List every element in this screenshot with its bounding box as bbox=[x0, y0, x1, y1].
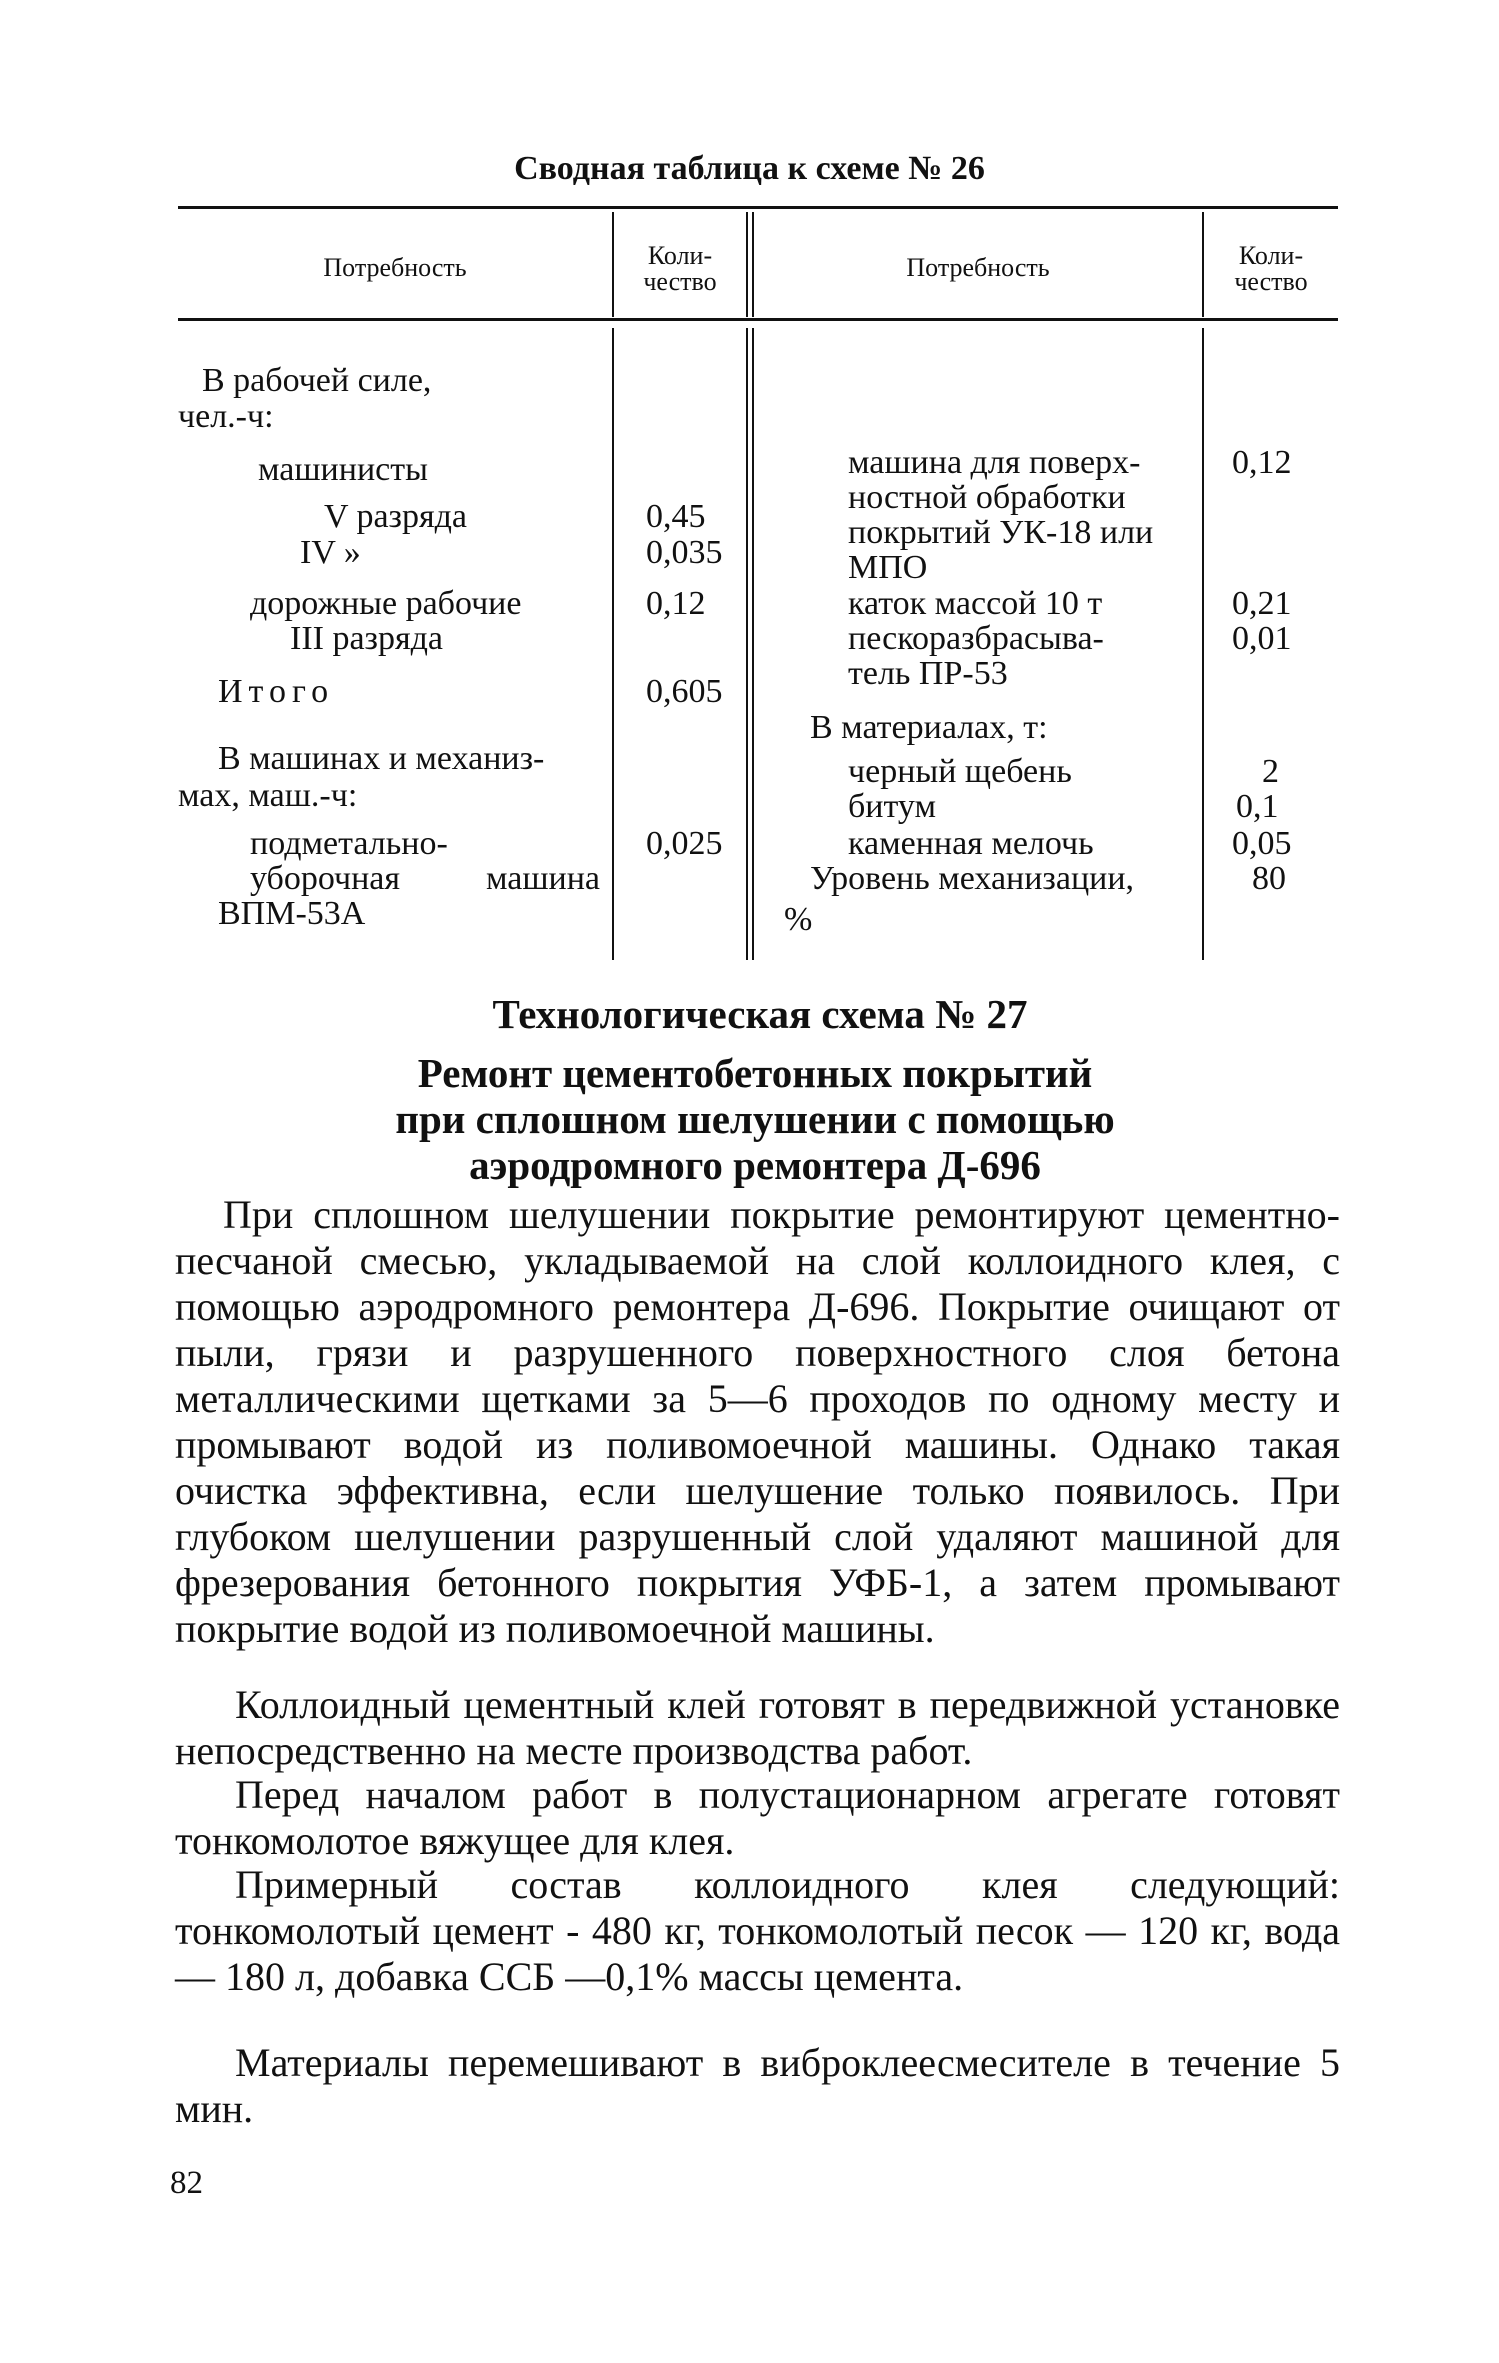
scheme-subtitle-1: Ремонт цементобетонных покрытий bbox=[417, 1050, 1093, 1096]
table-cell: машинисты bbox=[258, 451, 428, 488]
header-qty-left-2: чество bbox=[643, 267, 717, 296]
table-value: 0,605 bbox=[646, 673, 723, 710]
center-divider-d bbox=[752, 328, 754, 960]
table-cell: % bbox=[784, 901, 813, 938]
table-cell: В машинах и механиз- bbox=[218, 740, 545, 777]
column-divider-1b bbox=[612, 328, 614, 960]
table-cell: В материалах, т: bbox=[810, 709, 1048, 746]
table-value: 0,025 bbox=[646, 825, 723, 862]
table-cell: В рабочей силе, bbox=[202, 362, 432, 399]
table-value: 0,05 bbox=[1232, 825, 1292, 862]
body-paragraph: Примерный состав коллоидного клея следующий: тонкомолотый цемент - 480 кг, тонкомолотый песок — 120 кг, вода — 180 л, добавка ССБ —0,1% массы цемента. bbox=[175, 1862, 1340, 1999]
table-cell: дорожные рабочие bbox=[250, 585, 522, 622]
body-paragraph: Коллоидный цементный клей готовят в передвижной установке непосредственно на месте производства работ. bbox=[175, 1682, 1340, 1773]
page-number: 82 bbox=[170, 2165, 203, 2201]
table-cell: мах, маш.-ч: bbox=[178, 777, 358, 814]
header-qty-right-1: Коли- bbox=[1238, 241, 1304, 270]
table-cell: ВПМ-53А bbox=[218, 895, 366, 932]
table-cell: Уровень механизации, bbox=[810, 860, 1135, 897]
header-qty-right-2: чество bbox=[1234, 267, 1308, 296]
scheme-subtitle-2: при сплошном шелушении с помощью bbox=[395, 1096, 1115, 1142]
table-top-rule bbox=[178, 206, 1338, 209]
center-divider-a bbox=[746, 212, 748, 317]
header-qty-left-1: Коли- bbox=[647, 241, 713, 270]
table-cell: каток массой 10 т bbox=[848, 585, 1103, 622]
scheme-subtitle-3: аэродромного ремонтера Д-696 bbox=[469, 1142, 1041, 1188]
table-value: 0,035 bbox=[646, 534, 723, 571]
header-need-right: Потребность bbox=[906, 253, 1050, 282]
table-value: 0,12 bbox=[1232, 444, 1292, 481]
table-value: 80 bbox=[1252, 860, 1286, 897]
table-cell: МПО bbox=[848, 549, 928, 586]
body-paragraph: При сплошном шелушении покрытие ремонтируют цементно-песчаной смесью, укладываемой на слой коллоидного клея, с помощью аэродромного ремонтера Д-696. Покрытие очищают от пыли, грязи и разрушенного поверхностного слоя бетона металлическими щетками за 5—6 проходов по одному месту и промывают водой из поливомоечной машины. Однако такая очистка эффективна, если шелушение только появилось. При глубоком шелушении разрушенный слой удаляют машиной для фрезерования бетонного покрытия УФБ-1, а затем промывают покрытие водой из поливомоечной машины. bbox=[175, 1192, 1340, 1651]
table-value: 0,1 bbox=[1236, 788, 1279, 825]
table-cell: пескоразбрасыва- bbox=[848, 620, 1104, 657]
table-cell: IV » bbox=[300, 534, 361, 571]
column-divider-3b bbox=[1202, 328, 1204, 960]
table-cell: Итого bbox=[218, 673, 335, 710]
center-divider-c bbox=[746, 328, 748, 960]
table-cell: черный щебень bbox=[848, 753, 1072, 790]
table-cell: ностной обработки bbox=[848, 479, 1126, 516]
table-cell: машина для поверх- bbox=[848, 444, 1141, 481]
table-header-rule bbox=[178, 318, 1338, 321]
table-cell: чел.-ч: bbox=[178, 398, 274, 435]
table-cell: III разряда bbox=[290, 620, 444, 657]
table-value: 0,12 bbox=[646, 585, 706, 622]
table-cell: подметально- bbox=[250, 825, 448, 862]
table-value: 0,45 bbox=[646, 498, 706, 535]
table-title: Сводная таблица к схеме № 26 bbox=[514, 150, 985, 187]
table-value: 0,01 bbox=[1232, 620, 1292, 657]
scheme-title: Технологическая схема № 27 bbox=[492, 991, 1028, 1037]
table-cell: V разряда bbox=[324, 498, 467, 535]
table-value: 0,21 bbox=[1232, 585, 1292, 622]
body-paragraph: Перед началом работ в полустационарном агрегате готовят тонкомолотое вяжущее для клея. bbox=[175, 1772, 1340, 1863]
table-cell: покрытий УК-18 или bbox=[848, 514, 1154, 551]
header-need-left: Потребность bbox=[323, 253, 467, 282]
table-value: 2 bbox=[1262, 753, 1279, 790]
table-cell: тель ПР-53 bbox=[848, 655, 1008, 692]
table-cell: битум bbox=[848, 788, 936, 825]
table-cell: каменная мелочь bbox=[848, 825, 1094, 862]
body-paragraph: Материалы перемешивают в виброклеесмесителе в течение 5 мин. bbox=[175, 2040, 1340, 2131]
table-cell: уборочная машина bbox=[250, 860, 600, 897]
